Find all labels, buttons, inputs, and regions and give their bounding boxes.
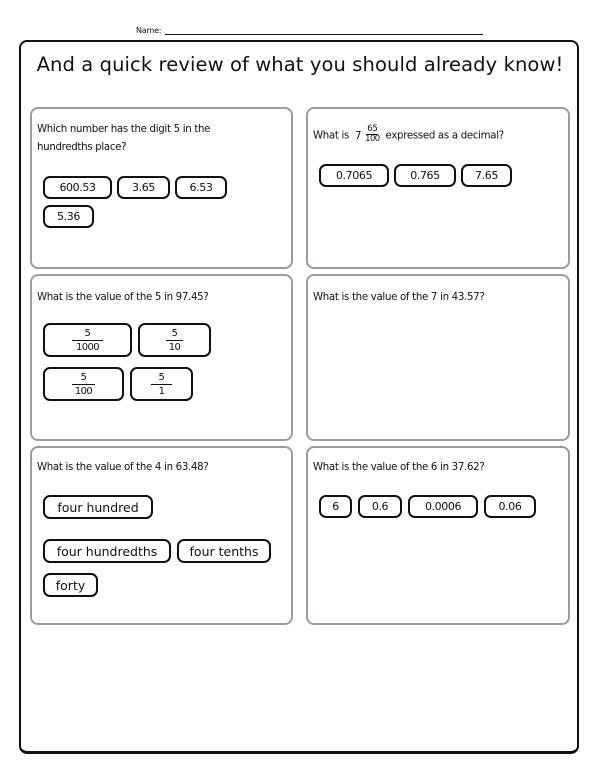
answer-options bbox=[43, 495, 288, 597]
answer-options bbox=[319, 164, 569, 187]
answer-option[interactable]: 0.06 bbox=[484, 495, 536, 518]
answer-option[interactable]: 0.7065 bbox=[319, 164, 389, 187]
fraction bbox=[151, 372, 173, 397]
fraction-numerator: 5 bbox=[72, 328, 104, 341]
fraction-denominator: 100 bbox=[74, 385, 93, 397]
name-row bbox=[136, 25, 483, 35]
answer-option[interactable]: forty bbox=[43, 573, 98, 597]
fraction-denominator: 1 bbox=[158, 385, 165, 397]
name-input-line[interactable] bbox=[165, 25, 483, 35]
answer-option[interactable]: 3.65 bbox=[117, 176, 170, 199]
fraction bbox=[166, 328, 184, 353]
question-card-3 bbox=[30, 274, 293, 441]
answer-options bbox=[319, 495, 569, 518]
answer-option[interactable] bbox=[43, 367, 124, 401]
answer-option[interactable]: 0.765 bbox=[394, 164, 456, 187]
fraction bbox=[72, 328, 104, 353]
answer-option[interactable]: 6.53 bbox=[175, 176, 227, 199]
question-card-2 bbox=[306, 107, 570, 269]
question-card-6 bbox=[306, 446, 570, 625]
mixed-number-whole: 7 bbox=[355, 130, 362, 142]
answer-options bbox=[43, 323, 283, 401]
fraction bbox=[72, 372, 96, 397]
answer-option[interactable]: four tenths bbox=[177, 539, 271, 563]
answer-options bbox=[43, 176, 243, 228]
answer-option[interactable]: four hundred bbox=[43, 495, 153, 519]
fraction-denominator: 1000 bbox=[75, 341, 100, 353]
name-label: Name: bbox=[136, 26, 162, 35]
question-prompt bbox=[313, 126, 560, 146]
fraction-numerator: 5 bbox=[166, 328, 184, 341]
answer-option[interactable] bbox=[138, 323, 211, 357]
answer-option[interactable]: 0.6 bbox=[358, 495, 402, 518]
page-title: And a quick review of what you should already know! bbox=[36, 53, 564, 76]
prompt-text-after: expressed as a decimal? bbox=[385, 130, 504, 142]
answer-option[interactable]: four hundredths bbox=[43, 539, 171, 563]
answer-option[interactable] bbox=[43, 323, 132, 357]
question-prompt: What is the value of the 7 in 43.57? bbox=[313, 292, 485, 303]
mixed-number-fraction bbox=[365, 125, 379, 144]
question-prompt: What is the value of the 5 in 97.45? bbox=[37, 292, 209, 303]
answer-option[interactable]: 5.36 bbox=[43, 205, 94, 228]
answer-option[interactable]: 7.65 bbox=[461, 164, 512, 187]
fraction-numerator: 5 bbox=[72, 372, 96, 385]
answer-option[interactable] bbox=[130, 367, 193, 401]
question-prompt: What is the value of the 4 in 63.48? bbox=[37, 462, 209, 473]
question-prompt: Which number has the digit 5 in the hundredths place? bbox=[37, 124, 211, 153]
fraction-numerator: 5 bbox=[151, 372, 173, 385]
fraction-denominator: 100 bbox=[365, 134, 380, 144]
question-prompt: What is the value of the 6 in 37.62? bbox=[313, 462, 485, 473]
fraction-denominator: 10 bbox=[168, 341, 181, 353]
prompt-text-before: What is bbox=[313, 130, 350, 142]
question-card-5 bbox=[30, 446, 293, 625]
answer-option[interactable]: 0.0006 bbox=[408, 495, 478, 518]
question-card-4 bbox=[306, 274, 570, 441]
answer-option[interactable]: 6 bbox=[319, 495, 352, 518]
question-card-1 bbox=[30, 107, 293, 269]
fraction-numerator: 65 bbox=[367, 124, 378, 134]
answer-option[interactable]: 600.53 bbox=[43, 176, 112, 199]
